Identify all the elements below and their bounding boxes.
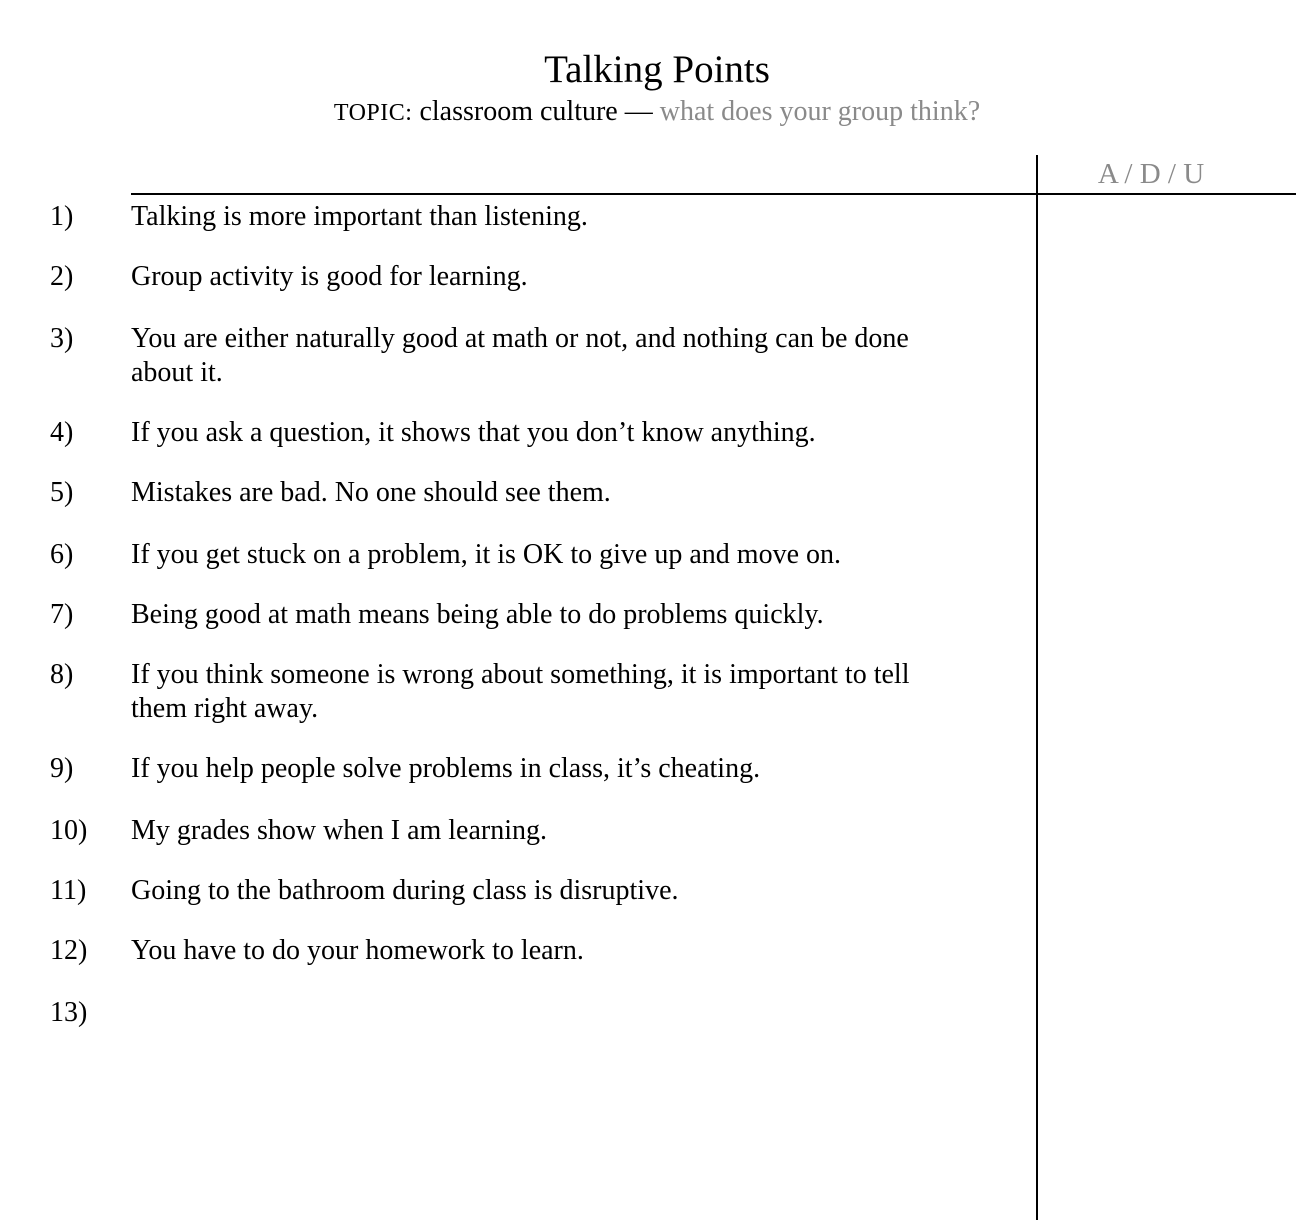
page-title: Talking Points	[544, 48, 770, 91]
item-number: 3)	[50, 323, 74, 354]
item-number: 13)	[50, 997, 88, 1028]
item-statement: Mistakes are bad. No one should see them.	[131, 477, 611, 508]
topic-line	[0, 95, 1296, 130]
topic-prompt: what does your group think?	[659, 96, 981, 127]
item-statement: If you ask a question, it shows that you don’t know anything.	[131, 417, 816, 448]
item-statement: If you get stuck on a problem, it is OK to give up and move on.	[131, 539, 841, 570]
item-number: 4)	[50, 417, 74, 448]
topic-value: classroom culture	[419, 96, 618, 127]
item-number: 11)	[50, 875, 87, 906]
item-number: 1)	[50, 201, 74, 232]
item-number: 2)	[50, 261, 74, 292]
item-statement: My grades show when I am learning.	[131, 815, 548, 846]
item-statement: If you think someone is wrong about something, it is important to tell them right away.	[131, 659, 910, 724]
item-number: 10)	[50, 815, 88, 846]
item-statement: If you help people solve problems in class, it’s cheating.	[131, 753, 761, 784]
header-rule	[131, 193, 1296, 195]
column-divider	[1036, 155, 1038, 1220]
item-number: 7)	[50, 599, 74, 630]
item-statement: Being good at math means being able to do problems quickly.	[131, 599, 824, 630]
item-statement: Talking is more important than listening.	[131, 201, 588, 232]
item-number: 9)	[50, 753, 74, 784]
item-statement: You have to do your homework to learn.	[131, 935, 584, 966]
item-statement: Group activity is good for learning.	[131, 261, 528, 292]
agree-disagree-unsure-header: A / D / U	[1097, 158, 1205, 190]
item-number: 8)	[50, 659, 74, 690]
item-statement: Going to the bathroom during class is disruptive.	[131, 875, 679, 906]
item-number: 5)	[50, 477, 74, 508]
topic-dash: —	[624, 96, 653, 127]
item-number: 6)	[50, 539, 74, 570]
item-statement: You are either naturally good at math or not, and nothing can be done about it.	[131, 323, 909, 388]
item-number: 12)	[50, 935, 88, 966]
topic-label: TOPIC:	[333, 100, 413, 126]
